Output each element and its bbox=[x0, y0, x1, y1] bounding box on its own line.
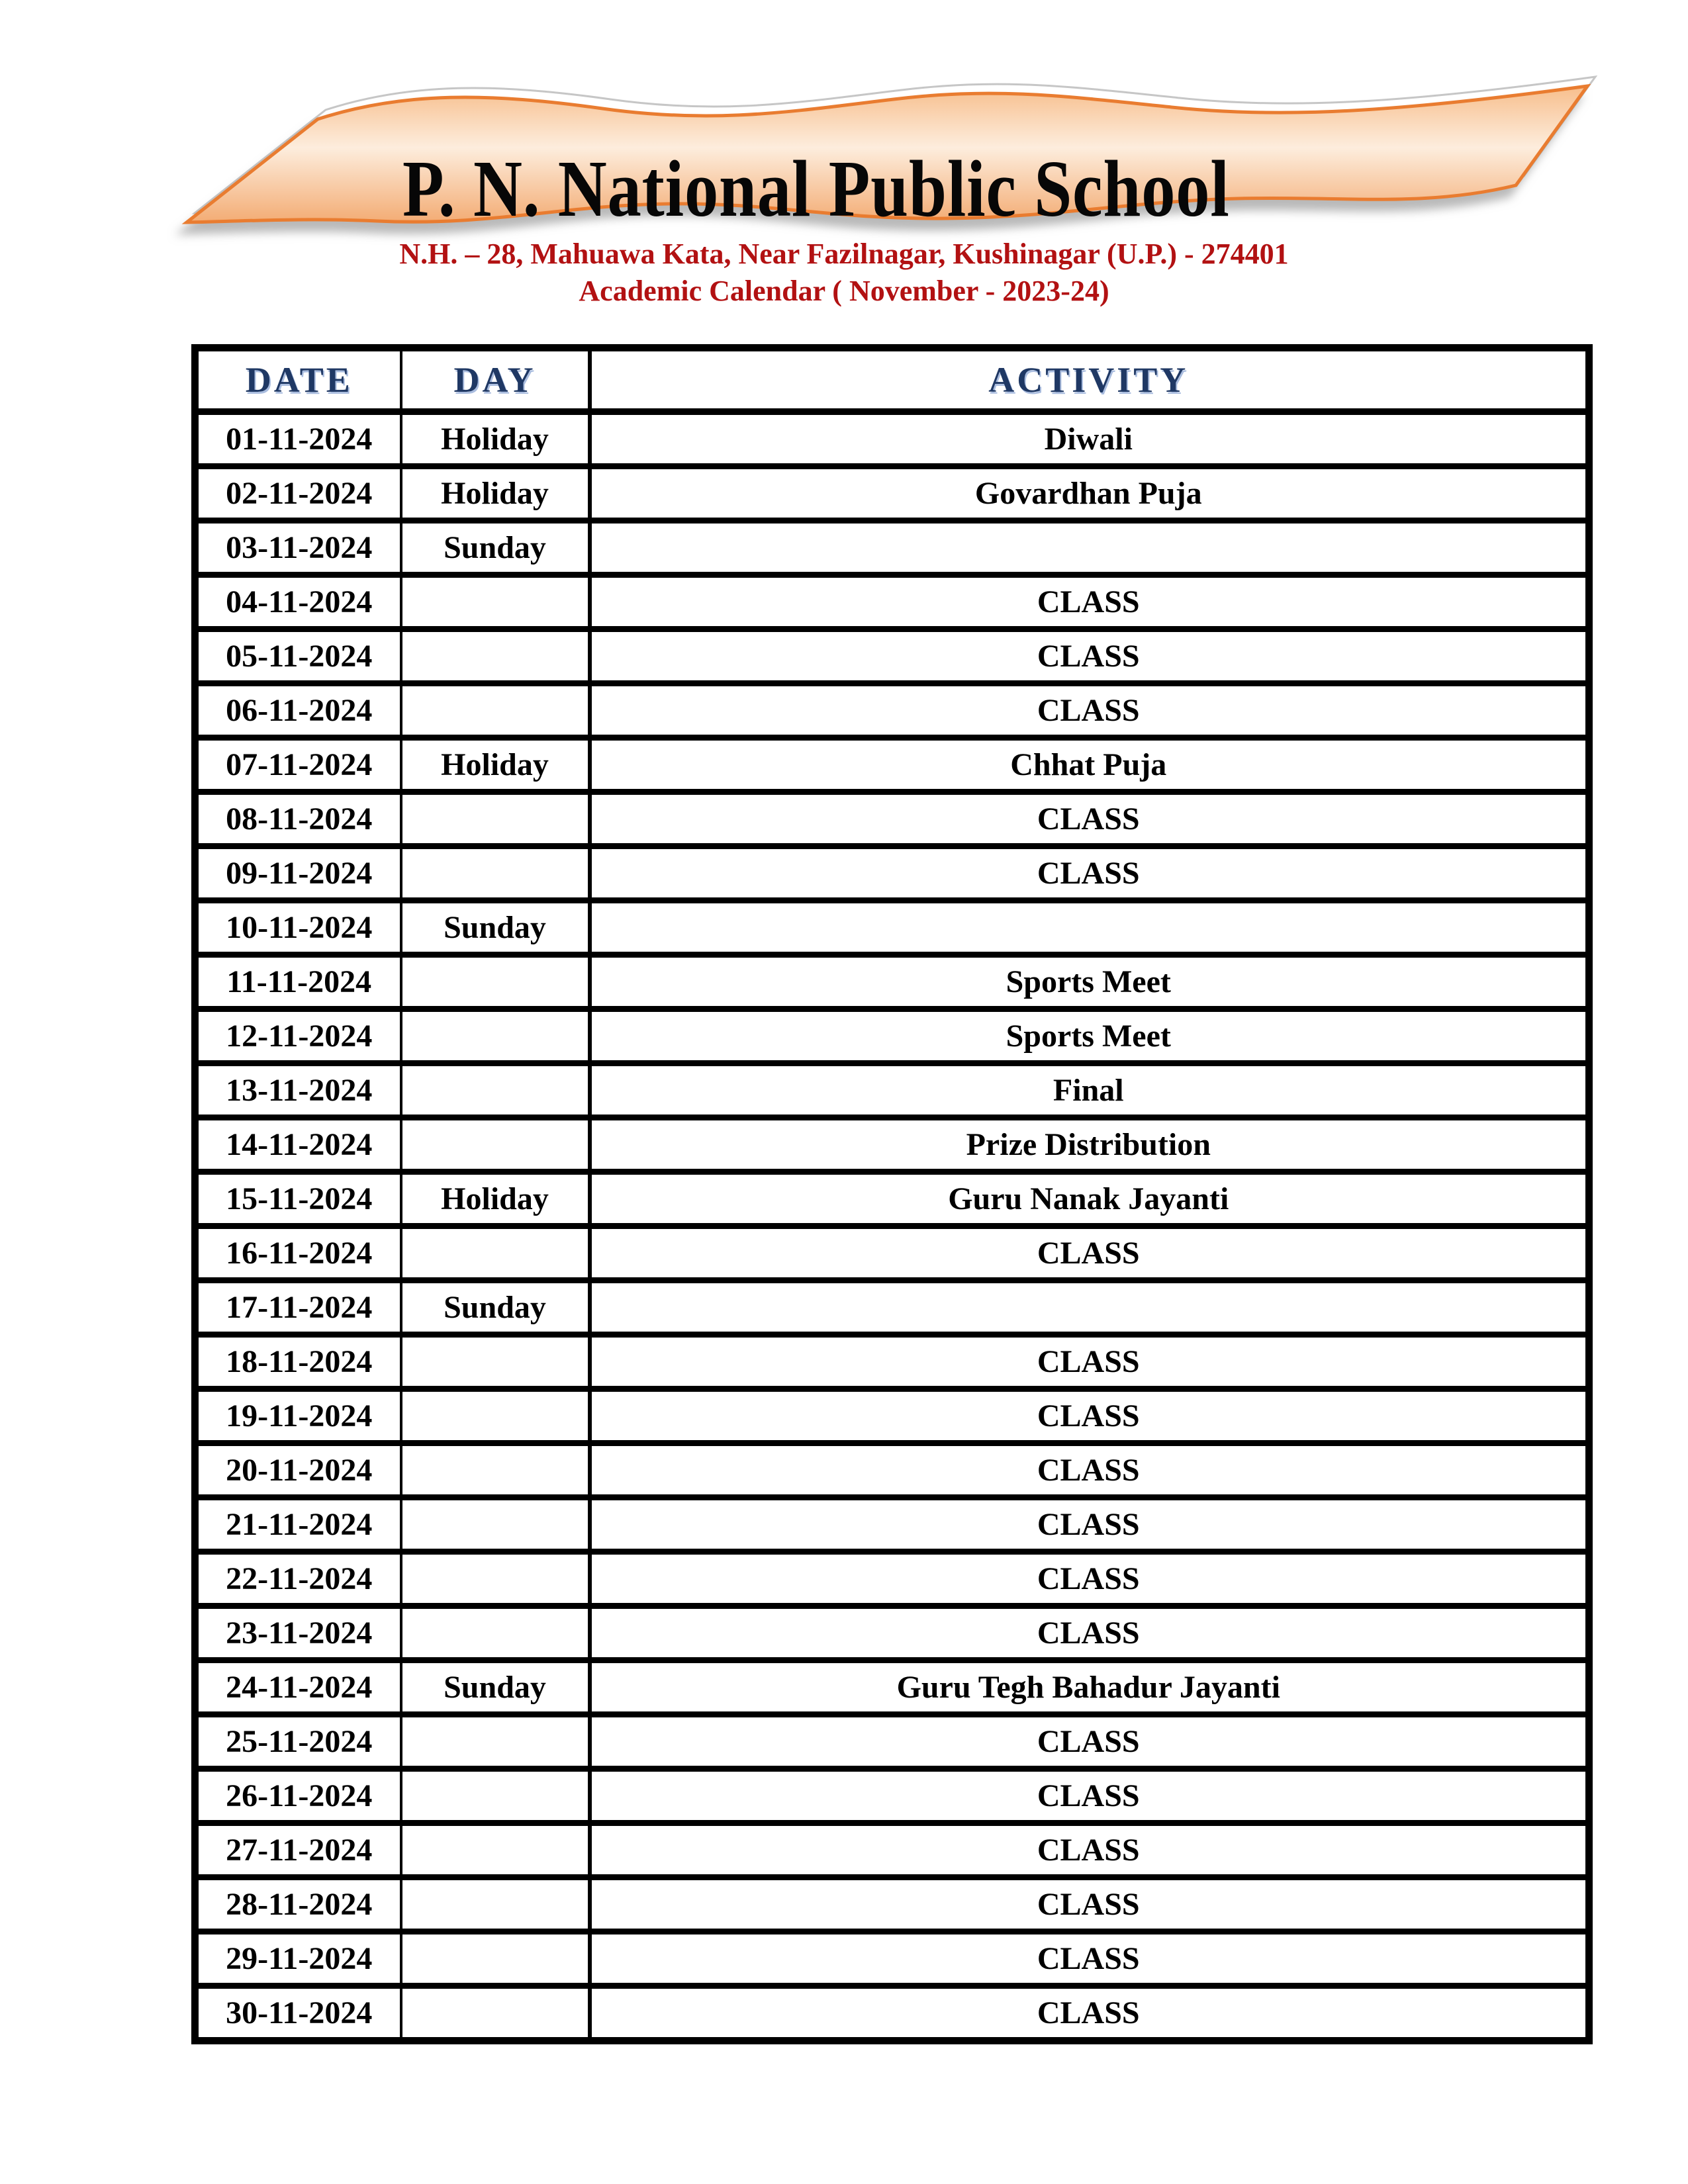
date-cell: 26-11-2024 bbox=[195, 1769, 401, 1823]
activity-cell: CLASS bbox=[590, 846, 1589, 901]
table-row bbox=[195, 412, 1589, 467]
activity-cell: CLASS bbox=[590, 1552, 1589, 1606]
date-cell: 11-11-2024 bbox=[195, 955, 401, 1009]
table-row bbox=[195, 575, 1589, 629]
activity-cell: CLASS bbox=[590, 1498, 1589, 1552]
activity-cell: CLASS bbox=[590, 1878, 1589, 1932]
date-cell: 21-11-2024 bbox=[195, 1498, 401, 1552]
date-cell: 23-11-2024 bbox=[195, 1606, 401, 1661]
date-cell: 06-11-2024 bbox=[195, 684, 401, 738]
date-cell: 18-11-2024 bbox=[195, 1335, 401, 1389]
activity-cell: Diwali bbox=[590, 412, 1589, 467]
date-cell: 27-11-2024 bbox=[195, 1823, 401, 1878]
activity-cell: Govardhan Puja bbox=[590, 467, 1589, 521]
day-cell bbox=[401, 1226, 590, 1281]
activity-cell: CLASS bbox=[590, 684, 1589, 738]
day-cell bbox=[401, 1823, 590, 1878]
date-cell: 25-11-2024 bbox=[195, 1715, 401, 1769]
activity-cell: CLASS bbox=[590, 1606, 1589, 1661]
day-cell: Sunday bbox=[401, 1661, 590, 1715]
table-row bbox=[195, 1552, 1589, 1606]
date-cell: 13-11-2024 bbox=[195, 1064, 401, 1118]
day-cell bbox=[401, 629, 590, 684]
date-cell: 15-11-2024 bbox=[195, 1172, 401, 1226]
date-cell: 05-11-2024 bbox=[195, 629, 401, 684]
date-cell: 29-11-2024 bbox=[195, 1932, 401, 1986]
table-row bbox=[195, 1226, 1589, 1281]
table-row bbox=[195, 1715, 1589, 1769]
day-cell: Sunday bbox=[401, 901, 590, 955]
table-row bbox=[195, 1878, 1589, 1932]
table-row bbox=[195, 1335, 1589, 1389]
day-cell: Holiday bbox=[401, 467, 590, 521]
school-banner bbox=[179, 85, 1595, 240]
day-cell bbox=[401, 1064, 590, 1118]
date-cell: 10-11-2024 bbox=[195, 901, 401, 955]
day-cell bbox=[401, 1606, 590, 1661]
table-row bbox=[195, 1118, 1589, 1172]
column-header-date: DATE bbox=[195, 348, 401, 412]
table-row bbox=[195, 1986, 1589, 2041]
table-row bbox=[195, 846, 1589, 901]
day-cell bbox=[401, 846, 590, 901]
calendar-title: Academic Calendar ( November - 2023-24) bbox=[579, 275, 1109, 307]
date-cell: 17-11-2024 bbox=[195, 1281, 401, 1335]
table-row bbox=[195, 1443, 1589, 1498]
date-cell: 22-11-2024 bbox=[195, 1552, 401, 1606]
day-cell bbox=[401, 1498, 590, 1552]
table-row bbox=[195, 1172, 1589, 1226]
activity-cell: CLASS bbox=[590, 792, 1589, 846]
activity-cell: CLASS bbox=[590, 1715, 1589, 1769]
day-cell bbox=[401, 575, 590, 629]
table-row bbox=[195, 1769, 1589, 1823]
activity-cell: CLASS bbox=[590, 575, 1589, 629]
table-row bbox=[195, 1009, 1589, 1064]
day-cell bbox=[401, 792, 590, 846]
date-cell: 14-11-2024 bbox=[195, 1118, 401, 1172]
table-row bbox=[195, 521, 1589, 575]
activity-cell: Prize Distribution bbox=[590, 1118, 1589, 1172]
day-cell bbox=[401, 955, 590, 1009]
activity-cell: CLASS bbox=[590, 1226, 1589, 1281]
day-cell: Sunday bbox=[401, 521, 590, 575]
activity-cell: CLASS bbox=[590, 1986, 1589, 2041]
activity-cell: Sports Meet bbox=[590, 1009, 1589, 1064]
table-row bbox=[195, 738, 1589, 792]
table-row bbox=[195, 1498, 1589, 1552]
day-cell bbox=[401, 1118, 590, 1172]
school-name: P. N. National Public School bbox=[402, 144, 1230, 234]
table-header-row bbox=[195, 348, 1589, 412]
day-cell: Holiday bbox=[401, 412, 590, 467]
date-cell: 12-11-2024 bbox=[195, 1009, 401, 1064]
date-cell: 28-11-2024 bbox=[195, 1878, 401, 1932]
address-line: N.H. – 28, Mahuawa Kata, Near Fazilnagar, Kushinagar (U.P.) - 274401 bbox=[399, 238, 1289, 270]
banner-title bbox=[179, 85, 1595, 240]
table-row bbox=[195, 629, 1589, 684]
table-row bbox=[195, 955, 1589, 1009]
table-row bbox=[195, 1932, 1589, 1986]
day-cell: Holiday bbox=[401, 1172, 590, 1226]
table-row bbox=[195, 792, 1589, 846]
day-cell bbox=[401, 1009, 590, 1064]
day-cell bbox=[401, 1443, 590, 1498]
column-header-day: DAY bbox=[401, 348, 590, 412]
date-cell: 01-11-2024 bbox=[195, 412, 401, 467]
table-row bbox=[195, 684, 1589, 738]
date-cell: 08-11-2024 bbox=[195, 792, 401, 846]
table-row bbox=[195, 1389, 1589, 1443]
day-cell bbox=[401, 1335, 590, 1389]
date-cell: 24-11-2024 bbox=[195, 1661, 401, 1715]
activity-cell: Chhat Puja bbox=[590, 738, 1589, 792]
activity-cell bbox=[590, 1281, 1589, 1335]
date-cell: 02-11-2024 bbox=[195, 467, 401, 521]
day-cell bbox=[401, 1552, 590, 1606]
date-cell: 20-11-2024 bbox=[195, 1443, 401, 1498]
date-cell: 07-11-2024 bbox=[195, 738, 401, 792]
activity-cell: CLASS bbox=[590, 629, 1589, 684]
table-row bbox=[195, 1823, 1589, 1878]
table-row bbox=[195, 1661, 1589, 1715]
activity-cell: Sports Meet bbox=[590, 955, 1589, 1009]
day-cell bbox=[401, 1878, 590, 1932]
day-cell bbox=[401, 1769, 590, 1823]
activity-cell bbox=[590, 901, 1589, 955]
day-cell bbox=[401, 1932, 590, 1986]
calendar-table-body bbox=[195, 412, 1589, 2041]
day-cell bbox=[401, 1986, 590, 2041]
day-cell bbox=[401, 1389, 590, 1443]
date-cell: 30-11-2024 bbox=[195, 1986, 401, 2041]
activity-cell: Guru Nanak Jayanti bbox=[590, 1172, 1589, 1226]
activity-cell: Final bbox=[590, 1064, 1589, 1118]
date-cell: 16-11-2024 bbox=[195, 1226, 401, 1281]
day-cell: Holiday bbox=[401, 738, 590, 792]
calendar-table bbox=[191, 344, 1593, 2044]
activity-cell bbox=[590, 521, 1589, 575]
column-header-activity: ACTIVITY bbox=[590, 348, 1589, 412]
table-row bbox=[195, 1606, 1589, 1661]
date-cell: 03-11-2024 bbox=[195, 521, 401, 575]
day-cell bbox=[401, 684, 590, 738]
address-block bbox=[0, 236, 1688, 310]
activity-cell: CLASS bbox=[590, 1823, 1589, 1878]
activity-cell: CLASS bbox=[590, 1443, 1589, 1498]
date-cell: 09-11-2024 bbox=[195, 846, 401, 901]
day-cell: Sunday bbox=[401, 1281, 590, 1335]
activity-cell: CLASS bbox=[590, 1389, 1589, 1443]
day-cell bbox=[401, 1715, 590, 1769]
activity-cell: CLASS bbox=[590, 1769, 1589, 1823]
table-row bbox=[195, 901, 1589, 955]
date-cell: 04-11-2024 bbox=[195, 575, 401, 629]
date-cell: 19-11-2024 bbox=[195, 1389, 401, 1443]
activity-cell: CLASS bbox=[590, 1932, 1589, 1986]
table-row bbox=[195, 1281, 1589, 1335]
activity-cell: Guru Tegh Bahadur Jayanti bbox=[590, 1661, 1589, 1715]
table-row bbox=[195, 467, 1589, 521]
activity-cell: CLASS bbox=[590, 1335, 1589, 1389]
table-row bbox=[195, 1064, 1589, 1118]
